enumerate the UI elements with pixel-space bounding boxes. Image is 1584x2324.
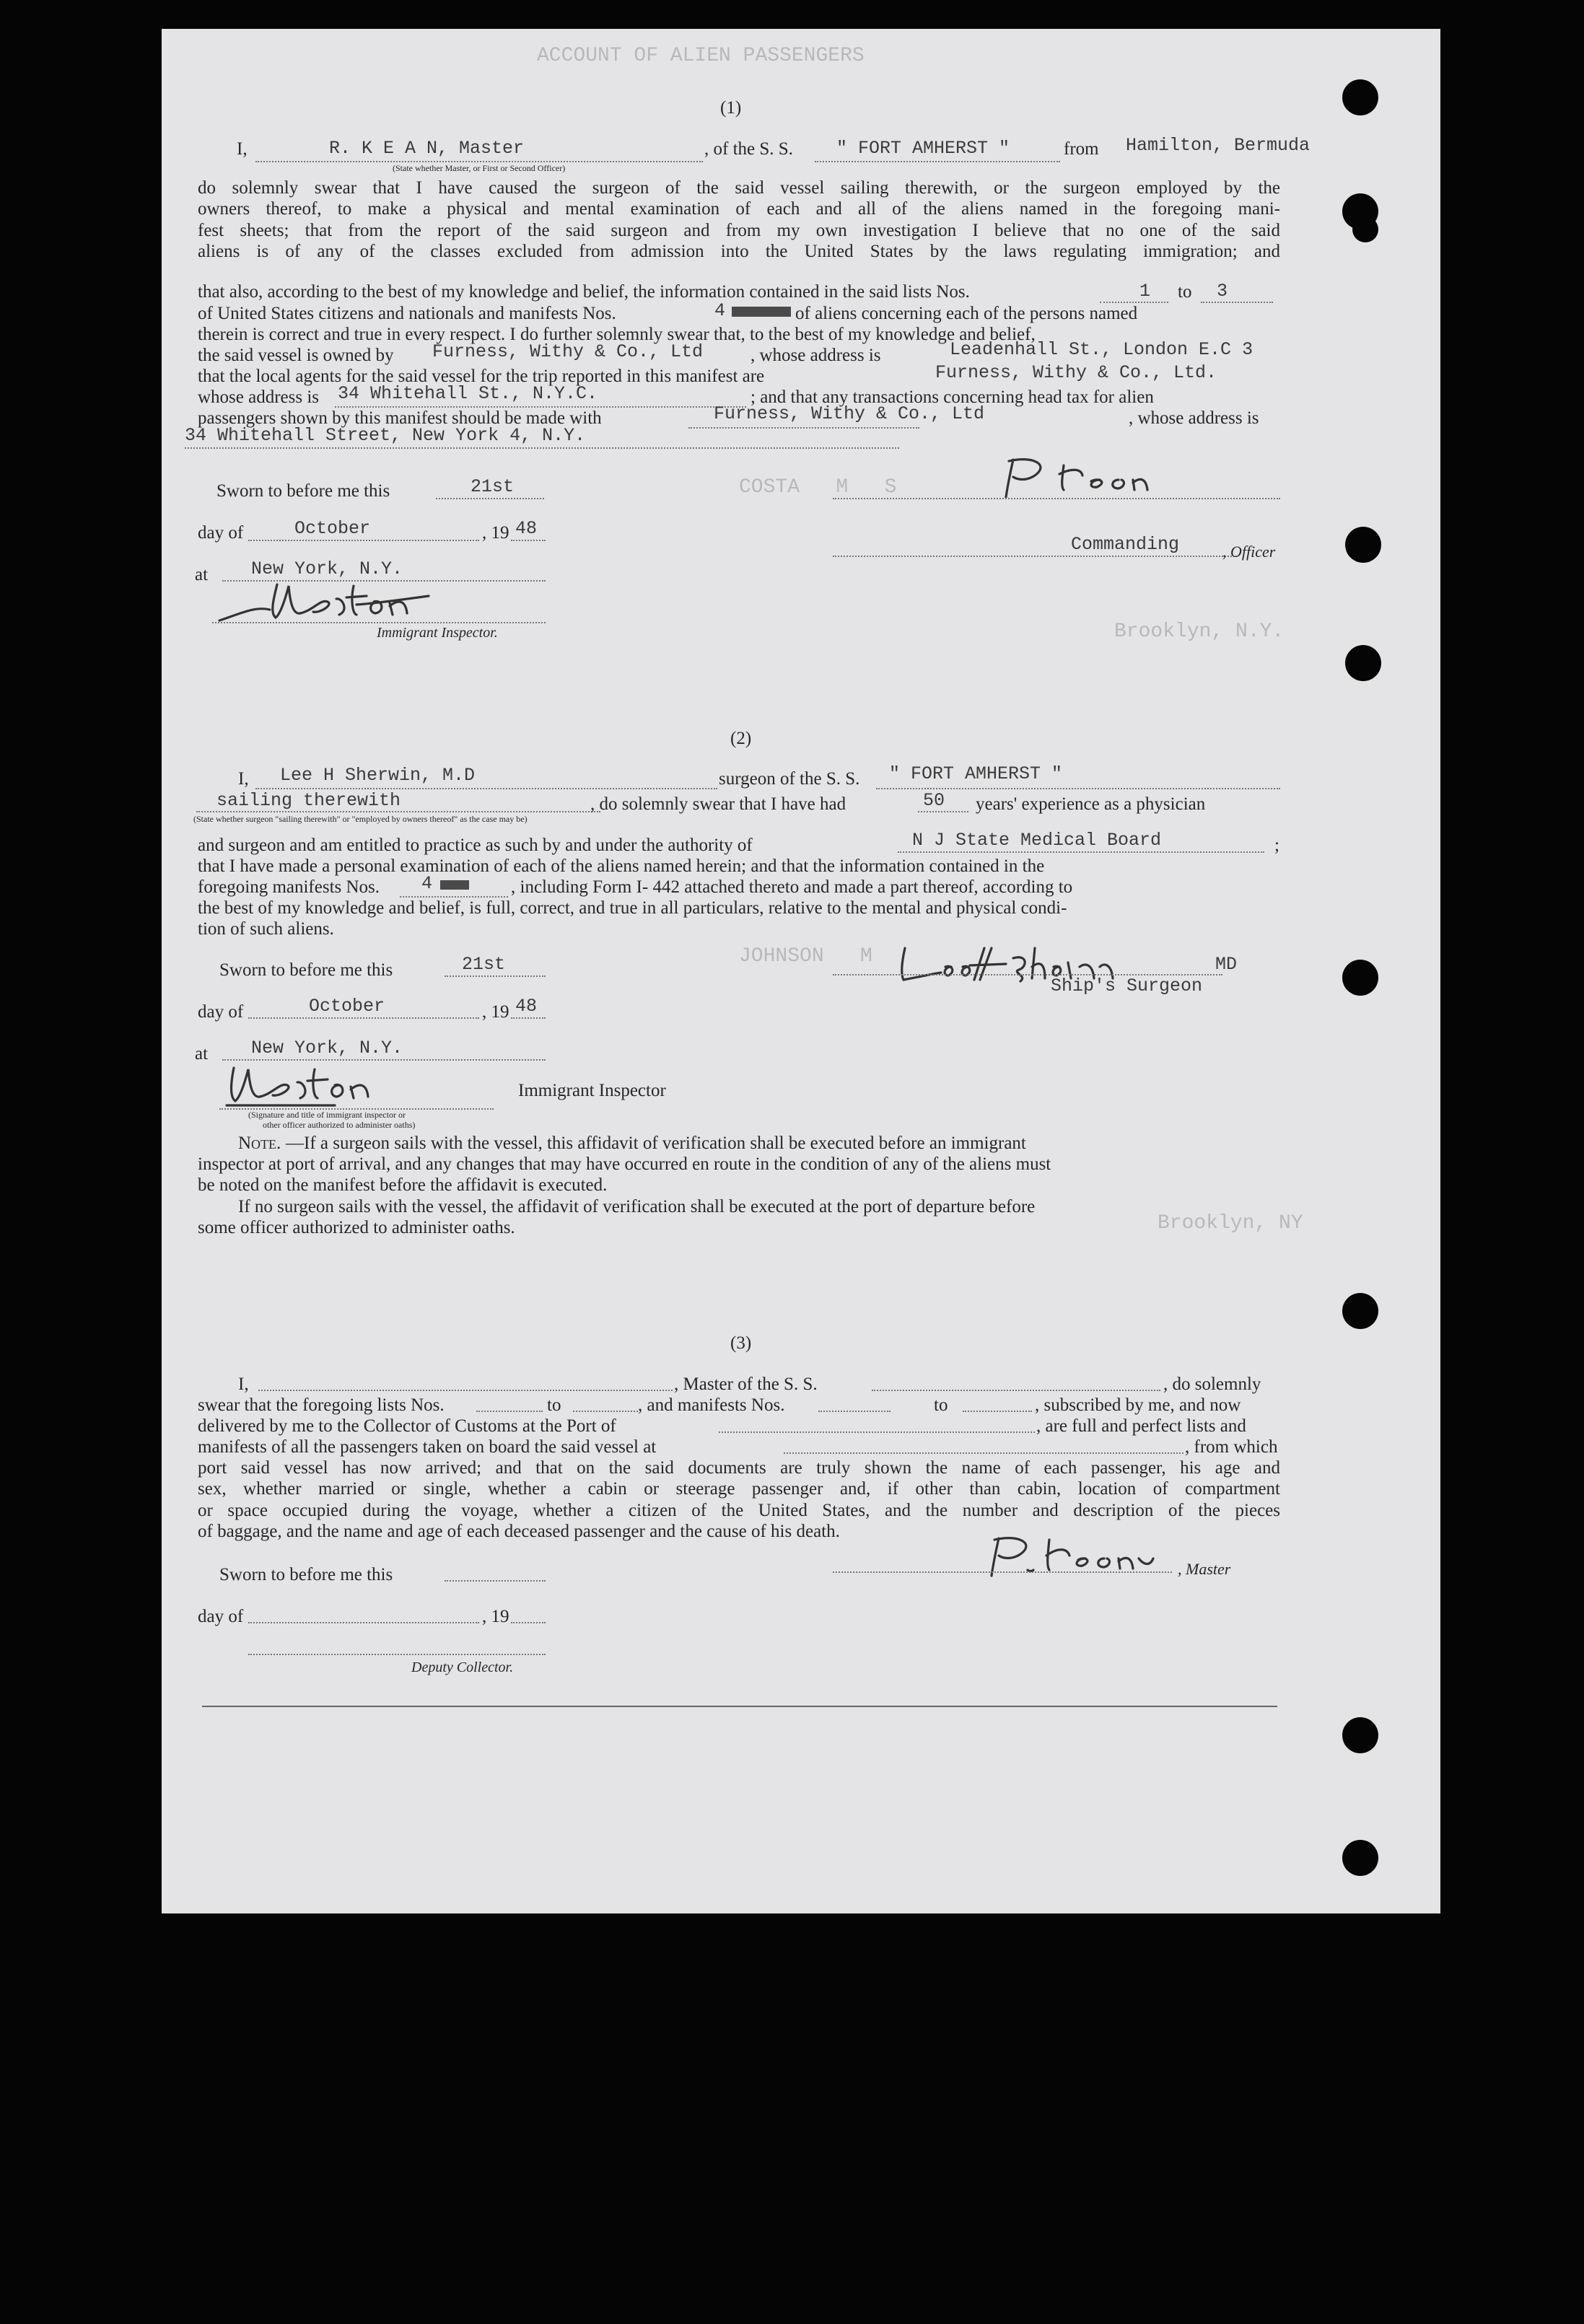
bleed-through-text: COSTA M S — [739, 476, 897, 499]
s3-master-line — [258, 1390, 673, 1391]
authority: N J State Medical Board — [912, 830, 1162, 851]
section-3-paragraph — [198, 1457, 1280, 1521]
s3-line2-a: swear that the foregoing lists Nos. — [198, 1395, 445, 1415]
from-place: Hamilton, Bermuda — [1126, 135, 1310, 156]
s3-year-prefix: , 19 — [482, 1607, 509, 1626]
line6-a: of United States citizens and nationals and manifests Nos. — [198, 304, 616, 323]
para-line: owners thereof, to make a physical and mental examination of each and all of the aliens named in the foregoing mani- — [198, 199, 1280, 219]
month-line — [248, 540, 479, 541]
note-line: —If a surgeon sails with the vessel, this affidavit of verification shall be executed before an immigrant — [286, 1134, 1026, 1153]
inspector-caption: Immigrant Inspector. — [377, 625, 498, 641]
bleed-through-text: Brooklyn, NY — [1158, 1212, 1303, 1235]
bleed-through-text: JOHNSON M — [739, 945, 872, 968]
master-line — [833, 498, 1280, 499]
line11-b: , whose address is — [1129, 408, 1259, 428]
officer-line — [833, 556, 1237, 557]
punch-hole — [1352, 216, 1378, 242]
punch-hole — [1342, 1293, 1378, 1329]
year: 48 — [515, 996, 538, 1017]
day-of-label: day of — [198, 1002, 244, 1022]
surgeon-of-label: surgeon of the S. S. — [719, 769, 860, 789]
s3-line3-a: delivered by me to the Collector of Customs at the Port of — [198, 1416, 616, 1436]
headtax-address-line — [185, 447, 899, 449]
headtax-address: 34 Whitehall Street, New York 4, N.Y. — [185, 425, 586, 446]
manifests-no: 4 — [421, 873, 433, 894]
punch-hole — [1342, 1717, 1378, 1753]
month: October — [294, 518, 371, 539]
sig-caption-2: other officer authorized to administer oaths) — [263, 1120, 416, 1130]
line8-b: , whose address is — [751, 346, 881, 365]
punch-hole — [1342, 960, 1378, 996]
sworn-label: Sworn to before me this — [216, 481, 390, 501]
s3-line3-b: , are full and perfect lists and — [1036, 1416, 1246, 1436]
swear-b: years' experience as a physician — [976, 794, 1206, 814]
manifests-line-b: , including Form I- 442 attached thereto and made a part thereof, according to — [511, 877, 1073, 897]
s3-manifests-from-line — [818, 1411, 891, 1412]
line7: therein is correct and true in every respect. I do further solemnly swear that, to the best of my knowledge and belief, — [198, 325, 1036, 344]
s3-line2-c: , and manifests Nos. — [638, 1395, 785, 1415]
ships-surgeon: Ship's Surgeon — [1051, 975, 1203, 996]
year-line — [511, 1017, 546, 1019]
of-ss-label: , of the S. S. — [704, 139, 793, 159]
bottom-rule — [202, 1706, 1277, 1707]
line10-b: ; and that any transactions concerning head tax for alien — [751, 387, 1154, 407]
s3-master-caption: , Master — [1178, 1560, 1231, 1578]
year-prefix: , 19 — [482, 523, 509, 543]
para-line: port said vessel has now arrived; and that on the said documents are truly shown the name of each passenger, his age and — [198, 1458, 1280, 1478]
strikeout-mark — [732, 307, 791, 317]
s3-line1-a: I, — [238, 1374, 249, 1394]
deputy-line — [248, 1654, 546, 1655]
section-1-number: (1) — [720, 98, 742, 118]
ship-name: " FORT AMHERST " — [836, 138, 1010, 159]
manifests-line-a: foregoing manifests Nos. — [198, 877, 380, 897]
s3-line4-b: , from which — [1185, 1437, 1278, 1457]
to-label: to — [1178, 282, 1192, 302]
line9-a: that the local agents for the said vessel for the trip reported in this manifest are — [198, 367, 765, 386]
month: October — [309, 996, 385, 1017]
at-label: at — [195, 565, 209, 584]
i-label: I, — [237, 139, 248, 159]
s3-line2-e: , subscribed by me, and now — [1035, 1395, 1241, 1415]
master-name: R. K E A N, Master — [329, 138, 525, 159]
lists-from: 1 — [1139, 281, 1151, 302]
owner: Furness, Withy & Co., Ltd — [432, 341, 704, 362]
sworn-day-line — [436, 498, 544, 499]
sworn-day: 21st — [462, 954, 506, 975]
surgeon-name: Lee H Sherwin, M.D — [280, 765, 476, 786]
s3-master-sign-line — [833, 1571, 1172, 1573]
s3-month-line — [248, 1622, 479, 1623]
manifest-page — [162, 29, 1440, 1913]
from-label: from — [1064, 139, 1099, 159]
best-line: the best of my knowledge and belief, is full, correct, and true in all particulars, relative to the mental and physical condi- — [198, 898, 1067, 918]
punch-hole — [1342, 79, 1378, 115]
inspector-signature — [212, 570, 472, 628]
sworn-day: 21st — [471, 476, 515, 497]
note-label: Note. — [238, 1134, 281, 1153]
master-name-line — [255, 161, 703, 162]
manifests-no: 4 — [714, 300, 726, 321]
exam-line: that I have made a personal examination of each of the aliens named herein; and that the information contained in the — [198, 856, 1045, 876]
surgeon-name-line — [255, 788, 717, 789]
note-line: be noted on the manifest before the affidavit is executed. — [198, 1175, 608, 1195]
punch-hole — [1342, 1840, 1378, 1876]
note2-line: If no surgeon sails with the vessel, the affidavit of verification shall be executed at the port of departure before — [238, 1197, 1036, 1216]
semicolon: ; — [1274, 836, 1279, 855]
bleed-through-text: ACCOUNT OF ALIEN PASSENGERS — [537, 45, 865, 67]
ship-name-line — [815, 161, 1060, 162]
authority-line: and surgeon and am entitled to practice as such by and under the authority of — [198, 836, 753, 855]
s3-line2-d: to — [934, 1395, 948, 1415]
s3-year-line — [511, 1622, 546, 1623]
deputy-caption: Deputy Collector. — [411, 1659, 514, 1675]
commanding: Commanding — [1071, 534, 1180, 555]
owner-address: Leadenhall St., London E.C 3 — [950, 339, 1253, 360]
line10-a: whose address is — [198, 387, 320, 407]
sailing: sailing therewith — [216, 790, 401, 811]
swear-a: , do solemnly swear that I have had — [590, 794, 846, 814]
agents-address: 34 Whitehall St., N.Y.C. — [338, 383, 598, 404]
s3-line2-b: to — [547, 1395, 561, 1415]
s3-line1-b: , Master of the S. S. — [674, 1374, 818, 1394]
authority-line-rule — [898, 851, 1264, 853]
note-line: inspector at port of arrival, and any changes that may have occurred en route in the condition of any of the aliens must — [198, 1154, 1051, 1174]
note2-line: some officer authorized to administer oaths. — [198, 1218, 515, 1237]
master-signature — [992, 451, 1251, 501]
s3-line1-c: , do solemnly — [1163, 1374, 1261, 1394]
s3-sworn-label: Sworn to before me this — [219, 1565, 393, 1584]
sworn-day-line — [445, 975, 546, 977]
s3-line4-a: manifests of all the passengers taken on board the said vessel at — [198, 1437, 657, 1457]
md: MD — [1215, 954, 1238, 975]
at-label: at — [195, 1044, 209, 1064]
officer-caption: , Officer — [1222, 543, 1276, 561]
year-prefix: , 19 — [482, 1002, 509, 1022]
section-1-paragraph — [198, 177, 1280, 262]
para-line: fest sheets; that from the report of the said surgeon and from my own investigation I believe that no one of the said — [198, 220, 1280, 240]
sig-caption-1: (Signature and title of immigrant inspector or — [248, 1110, 406, 1120]
years: 50 — [923, 790, 945, 811]
s3-ship-line — [872, 1390, 1160, 1391]
such-line: tion of such aliens. — [198, 919, 334, 939]
day-of-label: day of — [198, 523, 244, 543]
year: 48 — [515, 518, 538, 539]
agents: Furness, Withy & Co., Ltd. — [935, 362, 1217, 383]
inspector-signature-2 — [219, 1053, 450, 1111]
s3-sworn-day-line — [445, 1580, 546, 1582]
place: New York, N.Y. — [251, 558, 403, 579]
s3-lists-to-line — [573, 1411, 638, 1412]
section-3-number: (3) — [730, 1333, 752, 1353]
para-line: or space occupied during the voyage, whether a citizen of the United States, and the number and description of the pieces — [198, 1500, 1280, 1520]
years-line — [918, 811, 968, 812]
strikeout-mark — [440, 880, 469, 890]
master-caption: (State whether Master, or First or Second Officer) — [393, 163, 566, 173]
section-2-number: (2) — [730, 729, 752, 748]
immigrant-inspector: Immigrant Inspector — [518, 1081, 666, 1100]
line11-a: passengers shown by this manifest should be made with — [198, 408, 602, 428]
punch-hole — [1345, 527, 1381, 563]
ship-name-line — [876, 788, 1280, 789]
s3-manifests-to-line — [963, 1411, 1032, 1412]
para-line: that also, according to the best of my knowledge and belief, the information contained in the said lists Nos. — [198, 282, 970, 302]
bleed-through-text: Brooklyn, N.Y. — [1114, 621, 1285, 643]
line8-a: the said vessel is owned by — [198, 346, 394, 365]
punch-hole — [1345, 645, 1381, 681]
para-line: do solemnly swear that I have caused the surgeon of the said vessel sailing therewith, or the surgeon employed by the — [198, 178, 1280, 198]
para-line: sex, whether married or single, whether a cabin or steerage passenger and, if other than cabin, location of compartment — [198, 1479, 1280, 1499]
place: New York, N.Y. — [251, 1038, 403, 1058]
headtax-agent: Furness, Withy & Co., Ltd — [714, 403, 985, 424]
s3-vessel-at-line — [784, 1452, 1183, 1454]
s3-day-of-label: day of — [198, 1607, 244, 1626]
sailing-line — [196, 811, 600, 812]
s3-lists-from-line — [476, 1411, 543, 1412]
para-line: aliens is of any of the classes excluded from admission into the United States by the laws regulating immigration; and — [198, 241, 1280, 261]
lists-to-line — [1201, 302, 1273, 303]
line6-b: of aliens concerning each of the persons named — [795, 304, 1138, 323]
para-line: of baggage, and the name and age of each deceased passenger and the cause of his death. — [198, 1522, 840, 1541]
ship-name: " FORT AMHERST " — [889, 763, 1063, 784]
headtax-agent-line — [688, 427, 919, 429]
sworn-label: Sworn to before me this — [219, 960, 393, 980]
lists-to: 3 — [1217, 281, 1228, 302]
month-line — [248, 1017, 479, 1019]
i-label: I, — [238, 769, 249, 789]
sailing-caption: (State whether surgeon "sailing therewith" or "employed by owners thereof" as the case may be) — [193, 814, 528, 824]
s3-port-line — [719, 1431, 1035, 1433]
year-line — [511, 540, 546, 541]
